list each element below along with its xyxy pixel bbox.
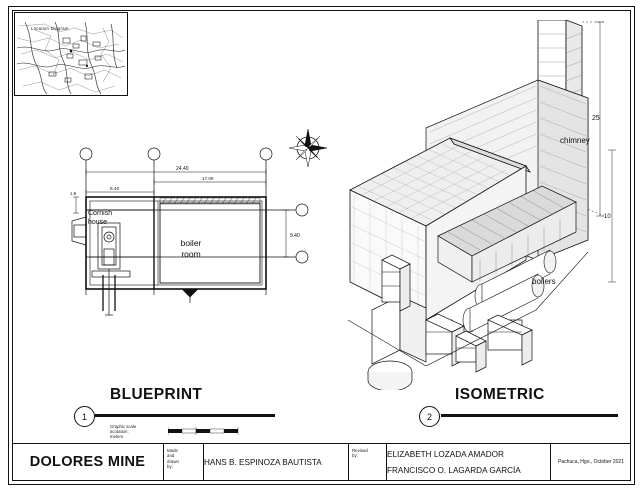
boilers-label: boilers bbox=[532, 277, 556, 286]
graphic-scale-bar bbox=[168, 427, 252, 436]
isometric-title: ISOMETRIC bbox=[455, 386, 545, 403]
title-block-project bbox=[12, 443, 164, 481]
svg-text:25: 25 bbox=[592, 115, 600, 122]
isometric-drawing bbox=[330, 20, 630, 390]
project-name: DOLORES MINE bbox=[29, 454, 146, 470]
title-block-madeby-cell bbox=[164, 443, 204, 481]
revised-by-label: Revised by: bbox=[352, 448, 368, 459]
chimney-label: chimney bbox=[560, 136, 590, 145]
svg-text:1.8: 1.8 bbox=[70, 191, 77, 196]
blueprint-title: BLUEPRINT bbox=[110, 386, 203, 403]
place-and-date: Pachuca, Hgo., October 2021 bbox=[558, 459, 624, 465]
callout-rule-2 bbox=[441, 414, 618, 417]
north-compass-icon bbox=[288, 128, 328, 168]
made-by-label: Made and drawn by: bbox=[167, 448, 179, 470]
location-diagram-title: Location Diagram bbox=[31, 26, 69, 31]
scale-note: Graphic scale acotation: meters bbox=[110, 424, 137, 440]
author-name: HANS B. ESPINOZA BAUTISTA bbox=[204, 457, 322, 467]
callout-rule-1 bbox=[95, 414, 275, 417]
callout-bubble-1: 1 bbox=[74, 406, 95, 427]
svg-text:24.40: 24.40 bbox=[176, 166, 189, 172]
location-diagram-box bbox=[14, 12, 128, 96]
title-block-revisers-cell bbox=[387, 443, 551, 481]
callout-bubble-2: 2 bbox=[419, 406, 440, 427]
title-block-revised-cell bbox=[349, 443, 387, 481]
title-block-author-cell bbox=[204, 443, 349, 481]
cornish-house-label: Cornish house bbox=[88, 210, 113, 226]
title-block-place-cell bbox=[551, 443, 631, 481]
reviser-name-1: ELIZABETH LOZADA AMADOR bbox=[387, 449, 504, 459]
svg-text:10: 10 bbox=[604, 214, 611, 220]
svg-text:9.40: 9.40 bbox=[290, 233, 300, 239]
svg-text:6.40: 6.40 bbox=[110, 187, 120, 192]
reviser-name-2: FRANCISCO O. LAGARDA GARCÍA bbox=[387, 465, 521, 475]
location-map-graphic bbox=[15, 20, 127, 95]
svg-text:17.05: 17.05 bbox=[202, 176, 214, 181]
boiler-room-label: boiler room bbox=[180, 238, 202, 259]
